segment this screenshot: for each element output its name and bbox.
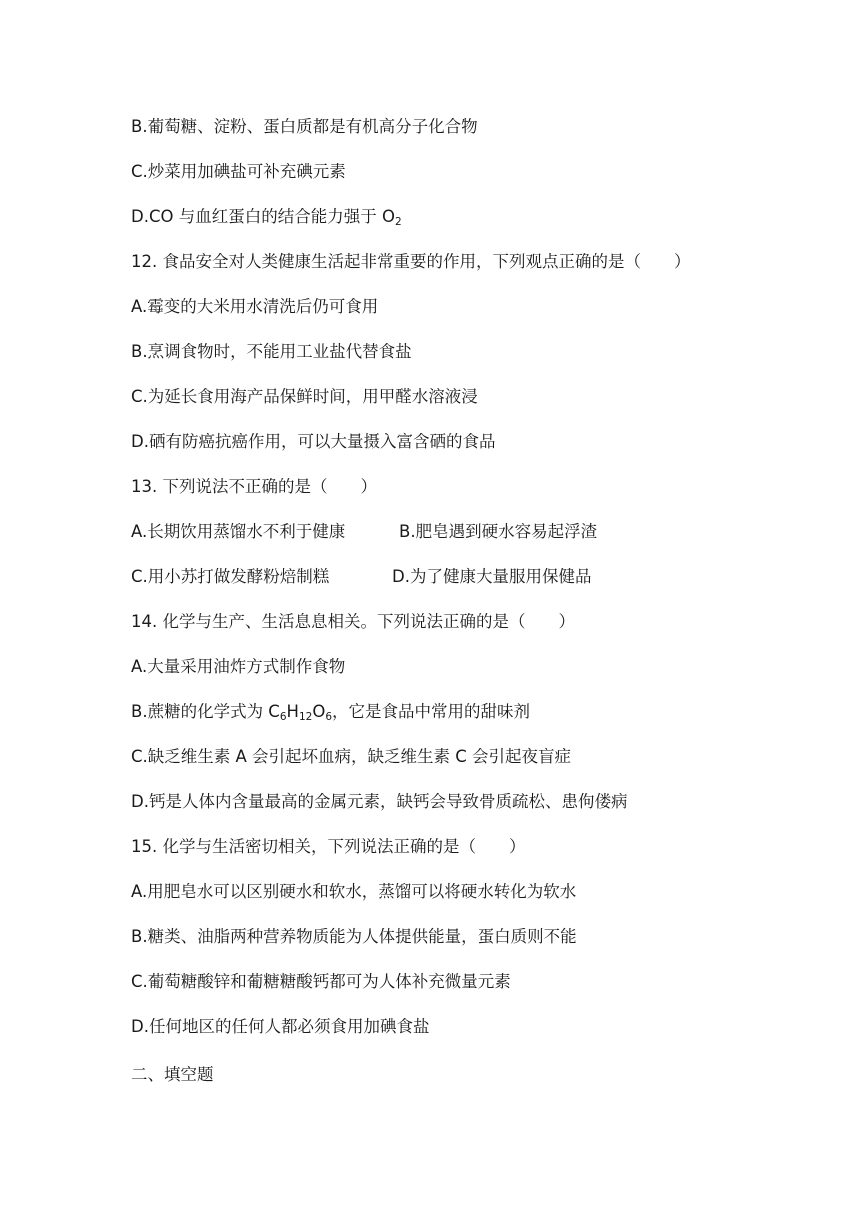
question-14: 14. 化学与生产、生活息息相关。下列说法正确的是（ ） (131, 612, 575, 631)
section-heading-fill-in: 二、填空题 (131, 1065, 214, 1084)
question-15: 15. 化学与生活密切相关，下列说法正确的是（ ） (131, 837, 526, 856)
question-12-option-a: A.霉变的大米用水清洗后仍可食用 (131, 297, 379, 316)
question-12-option-d: D.硒有防癌抗癌作用，可以大量摄入富含硒的食品 (131, 432, 496, 451)
question-15-option-c: C.葡萄糖酸锌和葡糖糖酸钙都可为人体补充微量元素 (131, 972, 511, 991)
question-12: 12. 食品安全对人类健康生活起非常重要的作用，下列观点正确的是（ ） (131, 252, 691, 271)
formula-suffix: ，它是食品中常用的甜味剂 (332, 702, 531, 721)
option-d-line (131, 206, 402, 228)
question-15-option-a: A.用肥皂水可以区别硬水和软水，蒸馏可以将硬水转化为软水 (131, 882, 577, 901)
question-12-option-c: C.为延长食用海产品保鲜时间，用甲醛水溶液浸 (131, 387, 478, 406)
subscript: 12 (298, 711, 313, 723)
subscript: 6 (325, 711, 333, 723)
formula-prefix: B.蔗糖的化学式为 C (131, 702, 280, 721)
subscript: 6 (279, 711, 287, 723)
question-15-option-b: B.糖类、油脂两种营养物质能为人体提供能量，蛋白质则不能 (131, 927, 577, 946)
question-13-options-cd (131, 566, 592, 588)
question-14-option-b (131, 701, 530, 723)
question-14-option-a: A.大量采用油炸方式制作食物 (131, 657, 346, 676)
question-13: 13. 下列说法不正确的是（ ） (131, 477, 377, 496)
formula-part: O (312, 702, 326, 721)
question-14-option-d: D.钙是人体内含量最高的金属元素，缺钙会导致骨质疏松、患佝偻病 (131, 792, 628, 811)
question-13-options-ab (131, 521, 598, 543)
subscript: 2 (394, 216, 402, 228)
formula-part: H (286, 702, 299, 721)
question-15-option-d: D.任何地区的任何人都必须食用加碘食盐 (131, 1017, 430, 1036)
question-13-option-b: B.肥皂遇到硬水容易起浮渣 (399, 522, 598, 541)
question-13-option-c: C.用小苏打做发酵粉焙制糕 (131, 567, 330, 586)
option-d-text: D.CO 与血红蛋白的结合能力强于 O (131, 207, 395, 226)
option-b-line: B.葡萄糖、淀粉、蛋白质都是有机高分子化合物 (131, 117, 478, 136)
question-13-option-d: D.为了健康大量服用保健品 (392, 567, 592, 586)
question-12-option-b: B.烹调食物时，不能用工业盐代替食盐 (131, 342, 412, 361)
question-13-option-a: A.长期饮用蒸馏水不利于健康 (131, 522, 346, 541)
option-c-line: C.炒菜用加碘盐可补充碘元素 (131, 162, 346, 181)
question-14-option-c: C.缺乏维生素 A 会引起坏血病，缺乏维生素 C 会引起夜盲症 (131, 747, 572, 766)
